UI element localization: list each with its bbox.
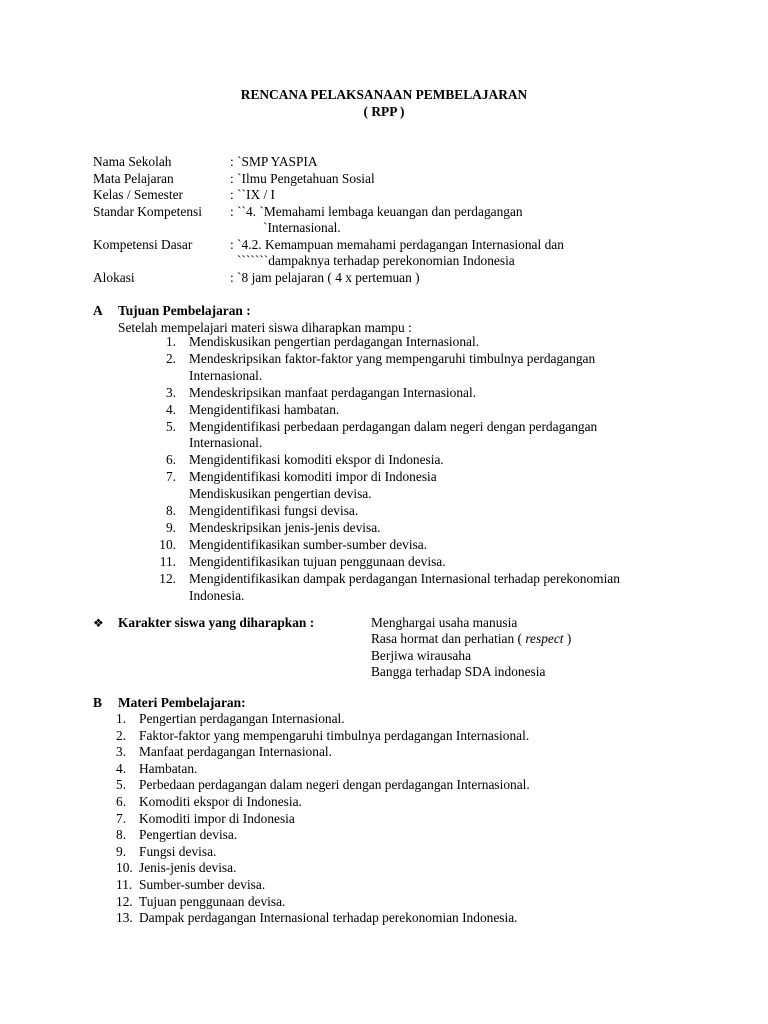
list-number — [118, 486, 176, 503]
objective-item — [118, 402, 654, 419]
list-number: 4. — [165, 401, 176, 417]
list-number: 1. — [116, 711, 127, 726]
list-text: Mendeskripsikan manfaat perdagangan Internasional. — [189, 384, 477, 400]
list-number: 2. — [165, 350, 176, 366]
list-number: 13. — [116, 910, 133, 926]
identity-value: : `Ilmu Pengetahuan Sosial — [230, 171, 375, 186]
material-item — [116, 811, 699, 828]
list-number: 12. — [159, 571, 176, 586]
list-text: Komoditi ekspor di Indonesia. — [139, 793, 302, 809]
material-item — [116, 910, 699, 927]
objective-item — [118, 334, 654, 351]
list-text: Pengertian perdagangan Internasional. — [139, 711, 345, 726]
list-number: 3. — [165, 384, 176, 400]
objective-item — [118, 503, 654, 520]
list-number: 6. — [116, 793, 127, 809]
material-item — [116, 827, 699, 844]
list-number: 10. — [159, 537, 176, 553]
section-b-letter: B — [93, 695, 102, 710]
karakter-item: Berjiwa wirausaha — [371, 648, 472, 663]
list-text: Mengidentifikasi hambatan. — [189, 401, 340, 417]
identity-label: Kelas / Semester — [93, 187, 183, 202]
material-item — [116, 744, 699, 761]
list-text: Mengidentifikasikan tujuan penggunaan devisa. — [189, 554, 446, 570]
list-number: 1. — [165, 334, 176, 349]
list-text: Tujuan penggunaan devisa. — [139, 893, 286, 909]
objective-item — [118, 469, 654, 486]
section-b-heading: Materi Pembelajaran: — [118, 695, 246, 710]
identity-value: : `SMP YASPIA — [230, 154, 318, 169]
karakter-item: Bangga terhadap SDA indonesia — [371, 664, 546, 679]
objective-item — [118, 419, 654, 452]
list-number: 3. — [116, 744, 127, 760]
material-item — [116, 844, 699, 861]
list-text: Mendiskusikan pengertian devisa. — [189, 486, 372, 502]
list-text: Dampak perdagangan Internasional terhadap perekonomian Indonesia. — [139, 910, 518, 926]
objective-item — [118, 486, 654, 503]
list-number: 8. — [165, 503, 176, 519]
objective-item — [118, 351, 654, 384]
section-a-intro: Setelah mempelajari materi siswa diharapkan mampu : — [118, 320, 412, 335]
objective-item — [118, 554, 654, 571]
identity-value: : ``4. `Memahami lembaga keuangan dan perdagangan — [230, 204, 523, 219]
list-number: 10. — [116, 860, 133, 876]
list-text: Mendeskripsikan jenis-jenis devisa. — [189, 520, 381, 536]
list-number: 4. — [116, 760, 127, 776]
list-number: 9. — [165, 520, 176, 536]
list-number: 2. — [116, 727, 127, 743]
list-number: 7. — [165, 469, 176, 485]
list-text: Fungsi devisa. — [139, 843, 217, 859]
material-item — [116, 711, 699, 728]
list-text: Perbedaan perdagangan dalam negeri dengan perdagangan Internasional. — [139, 777, 530, 793]
material-item — [116, 777, 699, 794]
identity-value-continued: ```````dampaknya terhadap perekonomian Indonesia — [237, 253, 515, 268]
list-number: 8. — [116, 827, 127, 843]
list-text: Pengertian devisa. — [139, 827, 238, 843]
objective-item — [118, 520, 654, 537]
list-text: Mengidentifikasi perbedaan perdagangan dalam negeri dengan perdagangan Internasional. — [189, 418, 598, 451]
list-number: 9. — [116, 843, 127, 859]
objective-item — [118, 537, 654, 554]
list-number: 11. — [116, 876, 133, 892]
identity-label: Mata Pelajaran — [93, 171, 174, 186]
section-a-letter: A — [93, 303, 103, 318]
identity-label: Kompetensi Dasar — [93, 237, 193, 252]
list-text: Sumber-sumber devisa. — [139, 876, 266, 892]
material-item — [116, 761, 699, 778]
list-text: Mengidentifikasi komoditi ekspor di Indonesia. — [189, 452, 444, 468]
list-text: Mengidentifikasikan sumber-sumber devisa. — [189, 537, 428, 553]
section-a-heading: Tujuan Pembelajaran : — [118, 303, 251, 318]
list-text: Mengidentifikasi fungsi devisa. — [189, 503, 359, 519]
objective-item — [118, 452, 654, 469]
list-text: Faktor-faktor yang mempengaruhi timbulnya perdagangan Internasional. — [139, 727, 530, 743]
material-item — [116, 894, 699, 911]
diamond-bullet-icon: ❖ — [93, 616, 104, 630]
materials-list — [116, 711, 699, 927]
material-item — [116, 728, 699, 745]
objective-item — [118, 385, 654, 402]
identity-value: : `8 jam pelajaran ( 4 x pertemuan ) — [230, 270, 420, 285]
list-text: Mendiskusikan pengertian perdagangan Internasional. — [189, 334, 480, 349]
karakter-item-text: Rasa hormat dan perhatian ( — [371, 631, 522, 646]
objectives-list — [118, 334, 654, 605]
identity-label: Alokasi — [93, 270, 135, 285]
identity-value: : ``IX / I — [230, 187, 275, 202]
list-text: Mendeskripsikan faktor-faktor yang mempengaruhi timbulnya perdagangan Internasional. — [189, 350, 596, 383]
list-number: 5. — [116, 777, 127, 793]
karakter-item — [371, 631, 571, 648]
identity-value-continued: `Internasional. — [263, 220, 341, 235]
identity-value: : `4.2. Kemampuan memahami perdagangan Internasional dan — [230, 237, 564, 252]
document-title: RENCANA PELAKSANAAN PEMBELAJARAN — [240, 87, 528, 102]
karakter-item-italic: respect — [525, 631, 564, 646]
identity-label: Standar Kompetensi — [93, 204, 202, 219]
identity-label: Nama Sekolah — [93, 154, 172, 169]
list-text: Komoditi impor di Indonesia — [139, 810, 295, 826]
list-number: 5. — [165, 418, 176, 434]
objective-item — [118, 571, 654, 604]
list-text: Jenis-jenis devisa. — [139, 860, 237, 876]
material-item — [116, 877, 699, 894]
material-item — [116, 860, 699, 877]
list-text: Mengidentifikasi komoditi impor di Indonesia — [189, 469, 437, 485]
list-number: 12. — [116, 893, 133, 909]
karakter-heading: Karakter siswa yang diharapkan : — [118, 615, 315, 630]
list-number: 7. — [116, 810, 127, 826]
list-text: Hambatan. — [139, 760, 198, 776]
material-item — [116, 794, 699, 811]
karakter-item: Menghargai usaha manusia — [371, 615, 518, 630]
list-text: Manfaat perdagangan Internasional. — [139, 744, 332, 760]
list-number: 6. — [165, 452, 176, 468]
list-text: Mengidentifikasikan dampak perdagangan Internasional terhadap perekonomian Indonesia. — [189, 571, 620, 603]
document-subtitle: ( RPP ) — [363, 104, 405, 119]
list-number: 11. — [159, 554, 176, 570]
karakter-item-close: ) — [566, 631, 572, 646]
